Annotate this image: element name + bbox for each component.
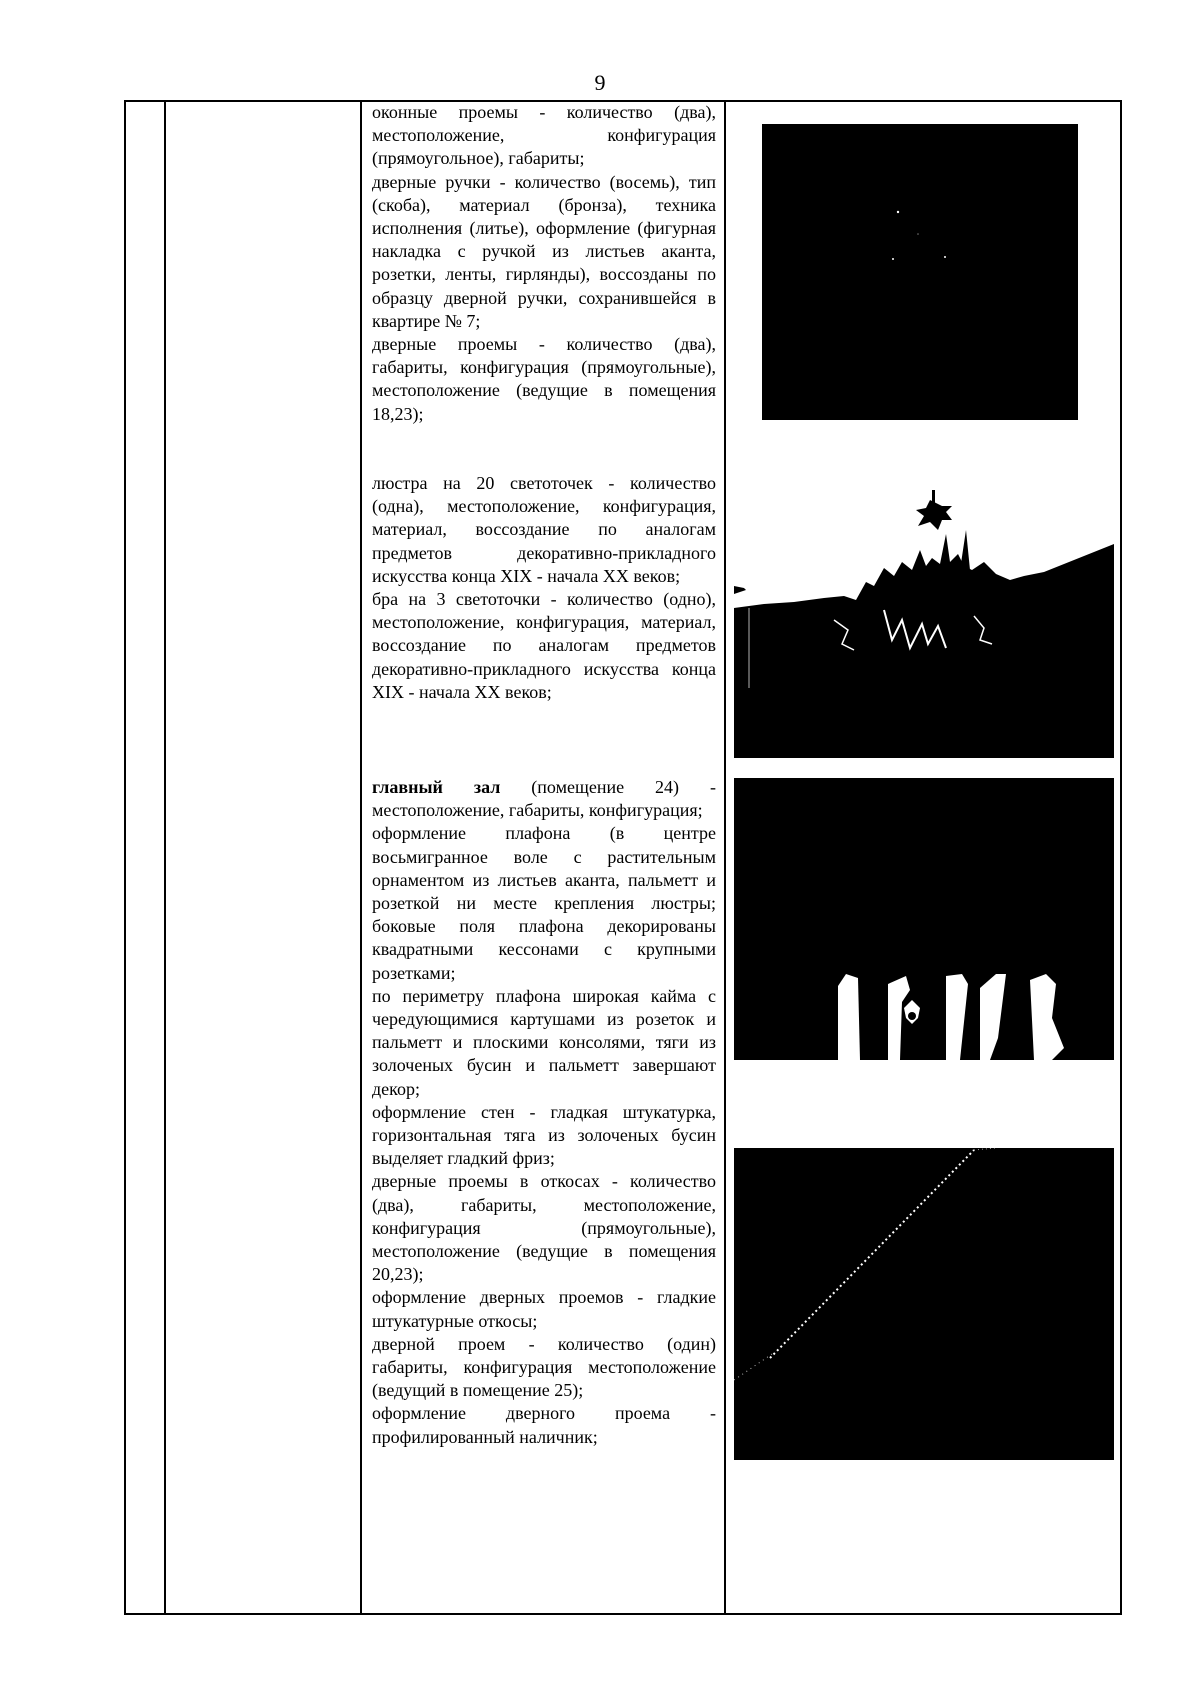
paragraph: дверные проемы в откосах - количество (два), габариты, местоположение, конфигурация (прямоугольные), местоположение (ведущие в помещения 20,23); [372, 1171, 716, 1285]
paragraph: оконные проемы - количество (два), местоположение, конфигурация (прямоугольное), габариты; [372, 102, 716, 169]
paragraph: оформление плафона (в центре восьмигранное воле с растительным орнаментом из листьев аканта, пальметт и розеткой ни месте крепления люстры; боковые поля плафона декорированы квадратными кессонами с крупными розетками; [372, 823, 716, 983]
wall-molding-photo [734, 1148, 1114, 1460]
text-block-3 [372, 776, 716, 1449]
column-divider [164, 100, 166, 1615]
paragraph: по периметру плафона широкая кайма с чередующимися картушами из розеток и пальметт и плоскими консолями, тяги из золоченых бусин и пальметт завершают декор; [372, 985, 716, 1099]
paragraph: дверной проем - количество (один) габариты, конфигурация местоположение (ведущий в помещение 25); [372, 1333, 716, 1401]
heading-paragraph [372, 776, 716, 822]
column-divider [724, 100, 726, 1615]
text-block-2 [372, 472, 716, 704]
paragraph: люстра на 20 светоточек - количество (одна), местоположение, конфигурация, материал, воссоздание по аналогам предметов декоративно-прикладного искусства конца XIX - начала XX веков; [372, 473, 716, 586]
room-title-rest: (помещение 24) - местоположение, габариты, конфигурация; [372, 777, 716, 821]
paragraph: оформление стен - гладкая штукатурка, горизонтальная тяга из золоченых бусин выделяет гладкий фриз; [372, 1101, 716, 1169]
ceiling-photo [734, 778, 1114, 1060]
paragraph: оформление дверного проема - профилированный наличник; [372, 1403, 716, 1447]
door-handle-photo [762, 124, 1078, 420]
paragraph: оформление дверных проемов - гладкие штукатурные откосы; [372, 1287, 716, 1331]
room-title: главный зал [372, 777, 501, 797]
column-divider [360, 100, 362, 1615]
chandelier-photo [734, 470, 1114, 758]
text-block-1 [372, 101, 716, 426]
paragraph: бра на 3 светоточки - количество (одно), местоположение, конфигурация, материал, воссоздание по аналогам предметов декоративно-прикладного искусства конца XIX - начала XX веков; [372, 589, 716, 702]
paragraph: дверные ручки - количество (восемь), тип (скоба), материал (бронза), техника исполнения (литье), оформление (фигурная накладка с ручкой из листьев аканта, розетки, ленты, гирлянды), воссозданы по образцу дверной ручки, сохранившейся в квартире № 7; [372, 171, 716, 331]
paragraph: дверные проемы - количество (два), габариты, конфигурация (прямоугольные), местоположение (ведущие в помещения 18,23); [372, 334, 716, 424]
page-number: 9 [594, 70, 606, 95]
